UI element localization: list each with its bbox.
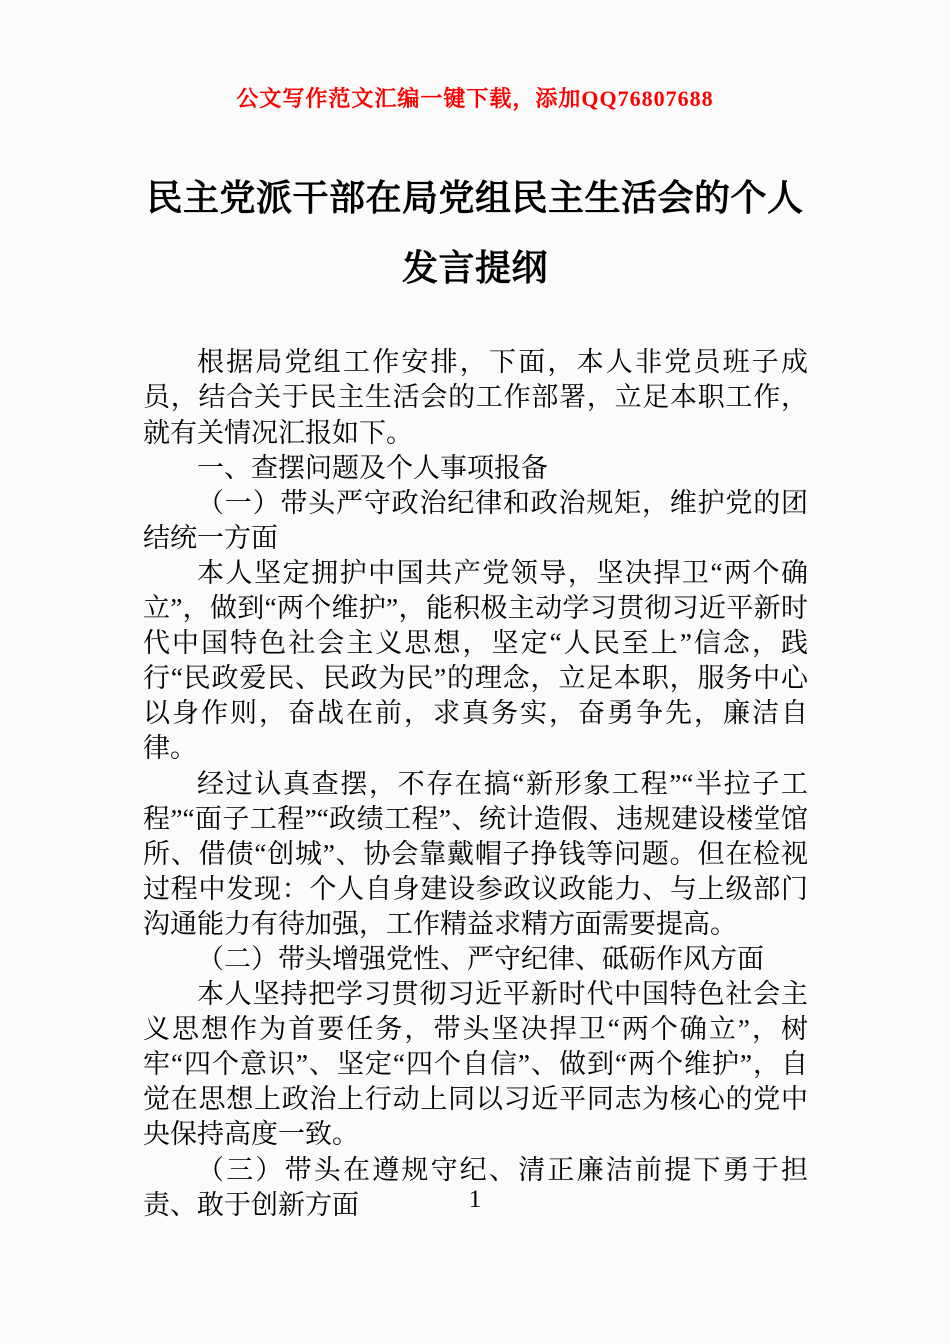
- paragraph-body: 本人坚定拥护中国共产党领导，坚决捍卫“两个确立”，做到“两个维护”，能积极主动学习贯彻习近平新时代中国特色社会主义思想，坚定“人民至上”信念，践行“民政爱民、民政为民”的理念，立足本职，服务中心以身作则，奋战在前，求真务实，奋勇争先，廉洁自律。: [143, 557, 808, 764]
- paragraph-heading-level2: （三）带头在遵规守纪、清正廉洁前提下勇于担责、敢于创新方面: [143, 1154, 808, 1220]
- paragraph-body: 经过认真查摆，不存在搞“新形象工程”“半拉子工程”“面子工程”“政绩工程”、统计造假、违规建设楼堂馆所、借债“创城”、协会靠戴帽子挣钱等问题。但在检视过程中发现：个人自身建设参政议政能力、与上级部门沟通能力有待加强，工作精益求精方面需要提高。: [143, 768, 808, 939]
- document-body: [0, 345, 950, 1222]
- paragraph-body: 根据局党组工作安排，下面，本人非党员班子成员，结合关于民主生活会的工作部署，立足本职工作，就有关情况汇报如下。: [143, 347, 808, 448]
- document-title: 民主党派干部在局党组民主生活会的个人发言提纲: [146, 178, 804, 289]
- paragraph-heading-level2: （一）带头严守政治纪律和政治规矩，维护党的团结统一方面: [143, 487, 808, 553]
- paragraph-heading-level2: （二）带头增强党性、严守纪律、砥砺作风方面: [197, 943, 764, 974]
- promo-banner: 公文写作范文汇编一键下载，添加QQ76807688: [236, 86, 714, 111]
- page-number: 1: [468, 1186, 482, 1213]
- paragraph-body: 本人坚持把学习贯彻习近平新时代中国特色社会主义思想作为首要任务，带头坚决捍卫“两个确立”，树牢“四个意识”、坚定“四个自信”、做到“两个维护”，自觉在思想上政治上行动上同以习近平同志为核心的党中央保持高度一致。: [143, 979, 808, 1150]
- paragraph-heading-level1: 一、查摆问题及个人事项报备: [197, 452, 548, 483]
